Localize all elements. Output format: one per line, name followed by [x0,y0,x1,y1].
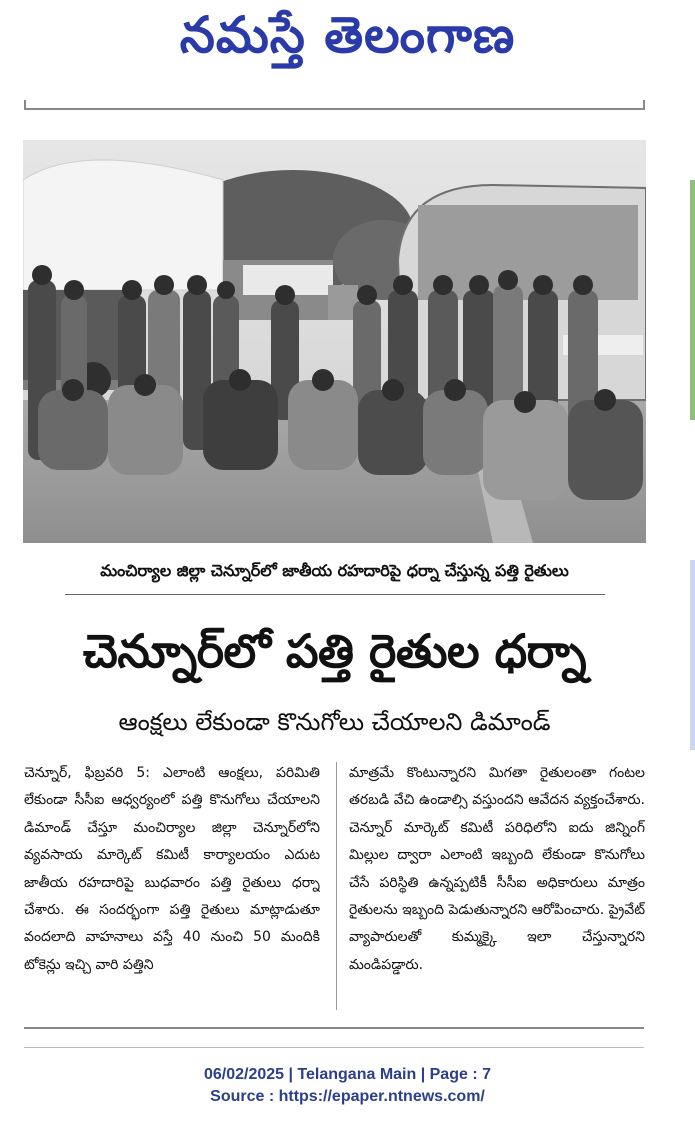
photo-caption: మంచిర్యాల జిల్లా చెన్నూర్‌లో జాతీయ రహదారిపై ధర్నా చేస్తున్న పత్తి రైతులు [100,561,569,580]
column-divider [336,762,337,1010]
footer-rule [24,1047,644,1048]
article-subheadline: ఆంక్షలు లేకుండా కొనుగోలు చేయాలని డిమాండ్ [118,708,551,736]
newspaper-masthead [0,0,695,82]
masthead-title: నమస్తే తెలంగాణ [179,5,516,64]
article-column-2: మాత్రమే కొంటున్నారని మిగతా రైతులంతా గంటల తరబడి వేచి ఉండాల్సి వస్తుందని ఆవేదన వ్యక్తంచేశారు. చెన్నూర్ మార్కెట్ కమిటీ పరిధిలోని ఐదు జిన్నింగ్ మిల్లుల ద్వారా ఎలాంటి ఇబ్బంది లేకుండా కొనుగోలు చేసే పరిస్థితి ఉన్నప్పటికీ సీసీఐ అధికారులు మాత్రం రైతులను ఇబ్బంది పెడుతున్నారని ఆరోపించారు. ప్రైవేట్ వ్యాపారులతో కుమ్మక్కై ఇలా చేస్తున్నారని మండిపడ్డారు. [349,765,645,973]
page-footer [0,1064,695,1108]
article-column-1: చెన్నూర్, ఫిబ్రవరి 5: ఎలాంటి ఆంక్షలు, పరిమితి లేకుండా సీసీఐ ఆధ్వర్యంలో పత్తి కొనుగోలు చేయాలని డిమాండ్ చేస్తూ మంచిర్యాల జిల్లా చెన్నూర్‌లోని వ్యవసాయ మార్కెట్ కమిటీ కార్యాలయం ఎదుట జాతీయ రహదారిపై బుధవారం పత్తి రైతులు ధర్నా చేశారు. ఈ సందర్భంగా పత్తి రైతులు మాట్లాడుతూ వందలాది వాహనాలు వస్తే 40 నుంచి 50 మందికి టోకెన్లు ఇచ్చి వారి పత్తిని [24,765,320,973]
article-headline: చెన్నూర్‌లో పత్తి రైతుల ధర్నా [82,624,587,678]
footer-date-edition: 06/02/2025 | Telangana Main | Page : 7 [203,1066,491,1083]
article-bottom-rule [24,1027,644,1029]
protest-photo-illustration [23,140,646,543]
masthead-rule [24,100,645,110]
news-photo [23,140,646,543]
footer-source: Source : https://epaper.ntnews.com/ [210,1088,485,1105]
caption-divider [65,594,605,595]
adjacent-page-edge [688,140,695,1040]
